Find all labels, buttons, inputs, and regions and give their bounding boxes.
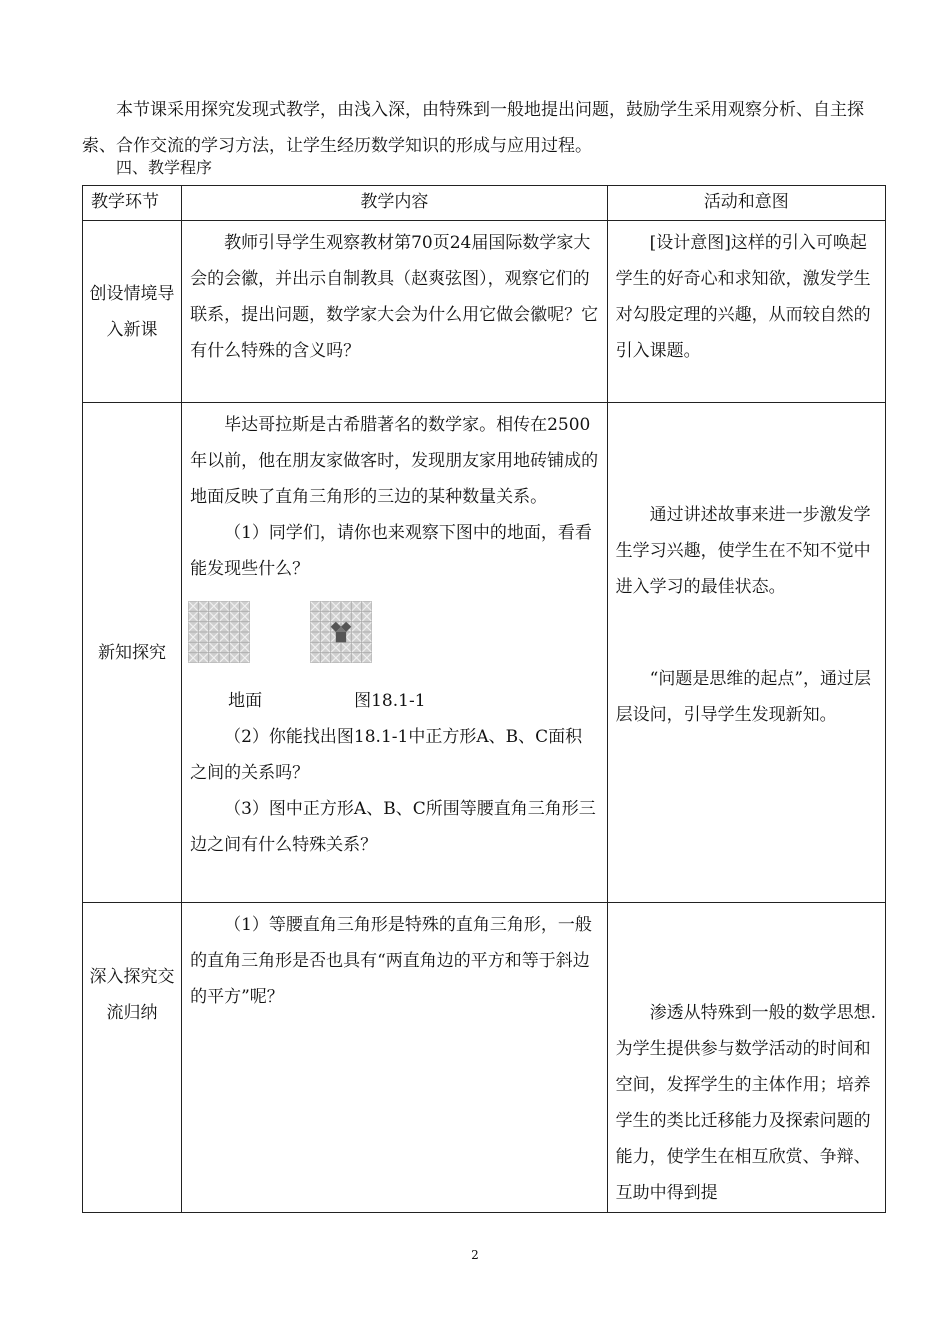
content-cell [182, 221, 608, 403]
content-text: 毕达哥拉斯是古希腊著名的数学家。相传在2500年以前，他在朋友家做客时，发现朋友家用地砖铺成的地面反映了直角三角形的三边的某种数量关系。 [190, 415, 599, 507]
stage-cell: 创设情境导入新课 [83, 221, 182, 403]
content-text: （1）等腰直角三角形是特殊的直角三角形，一般的直角三角形是否也具有“两直角边的平方和等于斜边的平方”呢？ [190, 915, 592, 1007]
intent-text: “问题是思维的起点”，通过层层设问，引导学生发现新知。 [615, 669, 872, 725]
table-row [83, 403, 886, 903]
intro-paragraph: 本节课采用探究发现式教学，由浅入深，由特殊到一般地提出问题，鼓励学生采用观察分析、自主探索、合作交流的学习方法，让学生经历数学知识的形成与应用过程。 [82, 100, 864, 156]
intent-cell [607, 903, 885, 1213]
page-number: 2 [471, 1248, 479, 1262]
header-content: 教学内容 [182, 186, 608, 221]
question-3: （3）图中正方形A、B、C所围等腰直角三角形三边之间有什么特殊关系？ [190, 799, 596, 855]
stage-cell [83, 903, 182, 1213]
intent-cell [607, 403, 885, 903]
teaching-procedure-table [82, 185, 886, 1213]
question-1: （1）同学们，请你也来观察下图中的地面，看看能发现些什么？ [190, 523, 592, 579]
intent-text: 渗透从特殊到一般的数学思想.为学生提供参与数学活动的时间和空间，发挥学生的主体作用；培养学生的类比迁移能力及探索问题的能力，使学生在相互欣赏、争辩、互助中得到提 [615, 1003, 877, 1203]
figure-label: 图18.1-1 [354, 691, 426, 711]
floor-label: 地面 [228, 691, 263, 711]
table-row [83, 221, 886, 403]
question-2: （2）你能找出图18.1-1中正方形A、B、C面积之间的关系吗？ [190, 727, 583, 783]
table-header-row [83, 186, 886, 221]
stage-text: 深入探究交流归纳 [89, 967, 175, 1023]
intent-cell [607, 221, 885, 403]
section-heading: 四、教学程序 [116, 158, 213, 177]
header-intent: 活动和意图 [607, 186, 885, 221]
floor-tile-image [188, 601, 250, 663]
intent-text: 通过讲述故事来进一步激发学生学习兴趣，使学生在不知不觉中进入学习的最佳状态。 [615, 505, 871, 597]
stage-cell: 新知探究 [83, 403, 182, 903]
content-cell [182, 903, 608, 1213]
header-stage: 教学环节 [83, 186, 182, 221]
intent-text: [设计意图]这样的引入可唤起学生的好奇心和求知欲，激发学生对勾股定理的兴趣，从而较自然的引入课题。 [615, 233, 871, 361]
floor-figures [190, 587, 599, 683]
content-cell [182, 403, 608, 903]
figure-caption [190, 683, 599, 719]
figure-18-1-1-image [310, 601, 372, 663]
content-text: 教师引导学生观察教材第70页24届国际数学家大会的会徽，并出示自制教具（赵爽弦图），观察它们的联系，提出问题，数学家大会为什么用它做会徽呢？它有什么特殊的含义吗？ [190, 233, 599, 361]
table-row [83, 903, 886, 1213]
